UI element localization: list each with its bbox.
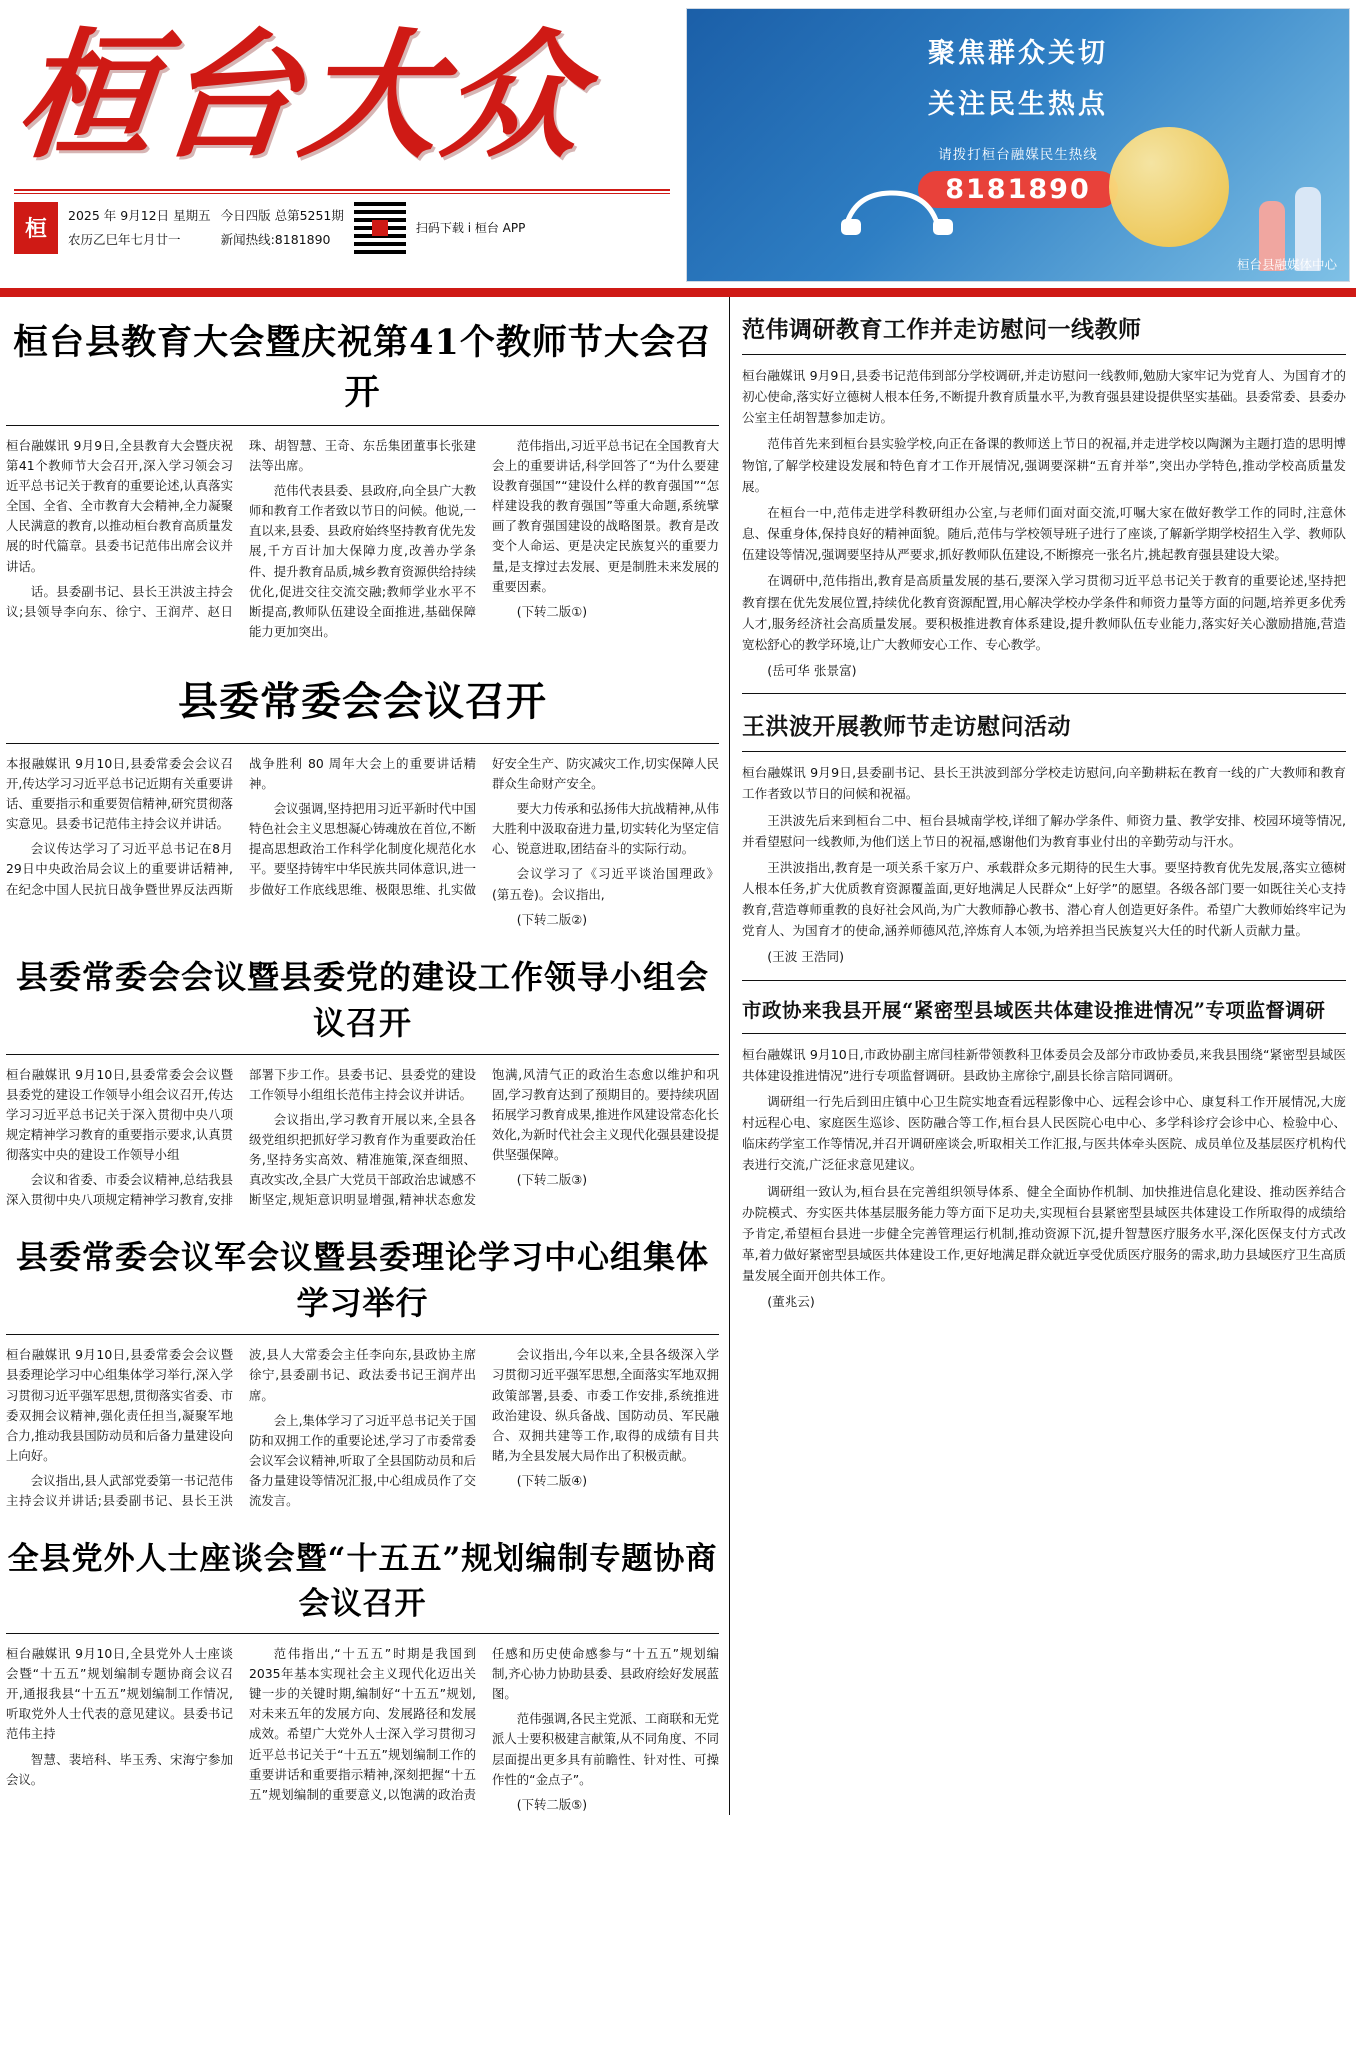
masthead	[0, 0, 1356, 284]
paragraph: 桓台融媒讯 9月10日,全县党外人士座谈会暨“十五五”规划编制专题协商会议召开,通报我县“十五五”规划编制工作情况,听取党外人士代表的意见建议。县委书记范伟主持	[6, 1646, 233, 1742]
article-body	[6, 1644, 719, 1815]
paragraph: 桓台融媒讯 9月9日,全县教育大会暨庆祝第41个教师节大会召开,深入学习领会习近平总书记关于教育的重要论述,认真落实全国、全省、全市教育大会精神,全力凝聚人民满意的教育,以推动桓台教育高质量发展的时代篇章。县委书记范伟出席会议并讲话。	[6, 438, 233, 574]
paragraph: 会议传达学习了习近平总书记在8月29日中央政治局会议上的重要讲话精神,在纪念中国人民抗日战争暨世界反法西斯战争胜利 80 周年大会上的重要讲话精神。	[6, 755, 476, 897]
divider	[742, 751, 1346, 752]
newspaper-title: 桓台大众	[9, 14, 595, 177]
divider	[742, 354, 1346, 355]
article-headline: 全县党外人士座谈会暨“十五五”规划编制专题协商会议召开	[7, 1541, 718, 1623]
paragraph: 范伟指出,“十五五”时期是我国到2035年基本实现社会主义现代化迈出关键一步的关键时期,编制好“十五五”规划,对未来五年的发展方向、发展路径和发展成效。希望广大党外人士深入学习贯彻习近平总书记关于“十五五”规划编制工作的重要讲话和重要指示精神,深刻把握“十五五”规划编制的重要意义,以饱满的政治责任感和历史使命感参与“十五五”规划编制,齐心协力协助县委、县政府绘好发展蓝图。	[249, 1646, 719, 1802]
paragraph: 会上,集体学习了习近平总书记关于国防和双拥工作的重要论述,学习了市委常委会议军会议精神,听取了全县国防动员和后备力量建设等情况汇报,中心组成员作了交流发言。	[249, 1412, 476, 1508]
article-body	[6, 754, 719, 930]
article-headline: 县委常委会会议召开	[178, 677, 547, 725]
ad-line-1: 聚焦群众关切	[928, 38, 1108, 69]
divider	[742, 693, 1346, 694]
divider	[6, 1334, 719, 1335]
ad-hotline-number: 8181890	[918, 171, 1118, 208]
jump-note[interactable]: (下转二版②)	[516, 911, 588, 927]
divider	[742, 1033, 1346, 1034]
article-body	[6, 1065, 719, 1211]
paragraph: 调研组一行先后到田庄镇中心卫生院实地查看远程影像中心、远程会诊中心、康复科工作开展情况,大庞村远程心电、家庭医生巡诊、医防融合等工作,桓台县人民医院心电中心、多学科诊疗会诊中心、检验中心、临床药学室工作等情况,并召开调研座谈会,听取相关工作汇报,与医共体牵头医院、成员单位及基层医疗机构代表进行交流,广泛征求意见建议。	[742, 1093, 1346, 1173]
qr-code-label: 扫码下载 i 桓台 APP	[415, 221, 526, 235]
paragraph: 话。县委副书记、县长王洪波主持会议;县领导李向东、徐宁、王润芹、赵日珠、胡智慧、王奇、东岳集团董事长张建法等出席。	[6, 438, 476, 619]
ad-hotline-label: 请拨打桓台融媒民生热线	[938, 147, 1098, 163]
paragraph: (下转二版③)	[516, 1172, 588, 1188]
masthead-info	[6, 194, 678, 254]
left-column	[6, 297, 730, 1815]
divider	[6, 425, 719, 426]
seal-icon: 桓	[14, 202, 58, 254]
byline: (董兆云)	[767, 1294, 815, 1310]
paragraph: 桓台融媒讯 9月10日,县委常委会会议暨县委理论学习中心组集体学习举行,深入学习贯彻习近平强军思想,贯彻落实省委、市委双拥会议精神,强化责任担当,凝聚军地合力,推动我县国防动员和后备力量建设向上向好。	[6, 1347, 233, 1463]
article-headline: 县委常委会议军会议暨县委理论学习中心组集体学习举行	[15, 1238, 709, 1323]
article-headline: 桓台县教育大会暨庆祝第41个教师节大会召开	[13, 322, 712, 413]
article-headline: 范伟调研教育工作并走访慰问一线教师	[742, 316, 1142, 343]
paragraph: 王洪波指出,教育是一项关系千家万户、承载群众多元期待的民生大事。要坚持教育优先发展,落实立德树人根本任务,扩大优质教育资源覆盖面,更好地满足人民群众“上好学”的愿望。各级各部门要一如既往关心支持教育,营造尊师重教的良好社会风尚,为广大教师静心教书、潜心育人创造更好条件。希望广大教师始终牢记为党育人、为国育才的使命,涵养师德风范,淬炼育人本领,为培养担当民族复兴大任的时代新人贡献力量。	[742, 859, 1346, 939]
article-headline: 市政协来我县开展“紧密型县域医共体建设推进情况”专项监督调研	[742, 998, 1326, 1022]
jump-note[interactable]: (下转二版①)	[516, 603, 588, 619]
article-education-conference	[6, 315, 719, 642]
divider	[6, 1054, 719, 1055]
paragraph: 范伟代表县委、县政府,向全县广大教师和教育工作者致以节日的问候。他说,一直以来,县委、县政府始终坚持教育优先发展,千方百计加大保障力度,改善办学条件、提升教育品质,城乡教育资源供给持续优化,促进交往交流交融;教师学业水平不断提高,教师队伍建设全面推进,基础保障能力更加突出。	[249, 483, 476, 639]
paragraph: 会议强调,坚持把用习近平新时代中国特色社会主义思想凝心铸魂放在首位,不断提高思想政治工作科学化制度化规范化水平。要坚持铸牢中华民族共同体意识,进一步做好工作底线思维、极限思维、扎实做好安全生产、防灾减灾工作,切实保障人民群众生命财产安全。	[249, 755, 719, 897]
paragraph: 范伟强调,各民主党派、工商联和无党派人士要积极建言献策,从不同角度、不同层面提出更多具有前瞻性、针对性、可操作性的“金点子”。	[492, 1711, 719, 1787]
decorative-circle	[1109, 127, 1229, 247]
jump-note[interactable]: (下转二版⑤)	[516, 1796, 588, 1812]
article-theory-study-group	[6, 1232, 719, 1511]
paragraph: 桓台融媒讯 9月10日,县委常委会会议暨县委党的建设工作领导小组会议召开,传达学习习近平总书记关于深入贯彻中央八项规定精神学习教育的重要指示要求,认真贯彻落实中央的建设工作领导小组	[6, 1066, 233, 1163]
masthead-left	[6, 4, 678, 254]
masthead-date-block	[68, 204, 211, 252]
news-hotline: 新闻热线:8181890	[220, 231, 331, 247]
paragraph: 调研组一致认为,桓台县在完善组织领导体系、健全全面协作机制、加快推进信息化建设、推动医养结合办院模式、夯实医共体基层服务能力等方面下足功夫,实现桓台县紧密型县域医共体建设工作所取得的成绩给予肯定,希望桓台县进一步健全完善管理运行机制,推动资源下沉,提升智慧医疗服务水平,深化医保支付方式改革,着力做好紧密型县域医共体建设工作,更好地满足群众就近享受优质医疗服务的需求,助力县域医疗卫生高质量发展全面开创共体工作。	[742, 1183, 1346, 1284]
divider	[742, 980, 1346, 981]
paragraph: 会议指出,县人武部党委第一书记范伟主持会议并讲话;县委副书记、县长王洪波,县人大常委会主任李向东,县政协主席徐宁,县委副书记、政法委书记王润芹出席。	[6, 1347, 476, 1508]
paragraph: 范伟首先来到桓台县实验学校,向正在备课的教师送上节日的祝福,并走进学校以陶渊为主题打造的思明博物馆,了解学校建设发展和特色育才工作开展情况,强调要深耕“五育并举”,突出办学特色,推动学校高质量发展。	[742, 436, 1346, 494]
masthead-advertisement[interactable]	[686, 8, 1350, 282]
article-wanghongbo-visit	[742, 708, 1346, 967]
paragraph: 在桓台一中,范伟走进学科教研组办公室,与老师们面对面交流,叮嘱大家在做好教学工作的同时,注意休息、保重身体,保持良好的精神面貌。随后,范伟与学校领导班子进行了座谈,了解新学期学校招生入学、教师队伍建设等情况,强调要坚持从严要求,抓好教师队伍建设,不断擦亮一张名片,挑起教育强县建设大梁。	[742, 504, 1346, 563]
article-headline: 王洪波开展教师节走访慰问活动	[742, 713, 1071, 741]
paragraph: 会议和省委、市委会议精神,总结我县深入贯彻中央八项规定精神学习教育,安排部署下步工作。县委书记、县委党的建设工作领导小组组长范伟主持会议并讲话。	[6, 1066, 476, 1208]
byline: (王波 王浩同)	[767, 949, 844, 965]
jump-note[interactable]: (下转二版④)	[516, 1472, 588, 1488]
masthead-rule-top	[14, 189, 670, 191]
paragraph: 在调研中,范伟指出,教育是高质量发展的基石,要深入学习贯彻习近平总书记关于教育的重要论述,坚持把教育摆在优先发展位置,持续优化教育资源配置,用心解决学校办学条件和师资力量等方面的问题,培养更多优秀人才,服务经济社会高质量发展。要积极推进教育体系建设,提升教师队伍专业能力,落实好关心激励措施,营造宽松舒心的教学环境,让广大教师安心工作、专心教学。	[742, 573, 1346, 652]
ad-line-2: 关注民生热点	[928, 89, 1108, 120]
divider	[6, 743, 719, 744]
paragraph: 要大力传承和弘扬伟大抗战精神,从伟大胜利中汲取奋进力量,切实转化为坚定信心、锐意进取,团结奋斗的实际行动。	[492, 801, 719, 857]
paragraph: 会议指出,学习教育开展以来,全县各级党组织把抓好学习教育作为重要政治任务,坚持务实高效、精准施策,深查细照、真改实改,全县广大党员干部政治忠诚感不断坚定,规矩意识明显增强,精神状态愈发饱满,风清气正的政治生态愈以维护和巩固,学习教育达到了预期目的。要持续巩固拓展学习教育成果,推进作风建设常态化长效化,为新时代社会主义现代化强县建设提供坚强保障。	[249, 1066, 719, 1208]
masthead-issue-block	[221, 204, 344, 252]
divider	[6, 1633, 719, 1634]
paragraph: 桓台融媒讯 9月10日,市政协副主席闫桂新带领教科卫体委员会及部分市政协委员,来我县围绕“紧密型县域医共体建设推进情况”进行专项监督调研。县政协主席徐宁,副县长徐言陪同调研。	[742, 1046, 1346, 1083]
ad-text-block	[687, 9, 1349, 208]
article-party-building	[6, 952, 719, 1211]
article-cppcc-supervision	[742, 995, 1346, 1313]
publish-date: 2025 年 9月12日 星期五	[68, 207, 211, 223]
paragraph: 本报融媒讯 9月10日,县委常委会会议召开,传达学习习近平总书记近期有关重要讲话、重要指示和重要贺信精神,研究贯彻落实意见。县委书记范伟主持会议并讲话。	[6, 755, 233, 832]
article-body	[6, 1345, 719, 1511]
lunar-date: 农历乙巳年七月廿一	[68, 231, 181, 247]
paragraph: 范伟指出,习近平总书记在全国教育大会上的重要讲话,科学回答了“为什么要建设教育强国”“建设什么样的教育强国”“怎样建设我的教育强国”等重大命题,系统擘画了教育强国建设的战略图景。教育是改变个人命运、更是决定民族复兴的重要力量,是支撑过去发展、更是制胜未来发展的重要因素。	[492, 438, 719, 594]
article-body	[6, 436, 719, 642]
article-standing-committee	[6, 670, 719, 930]
paragraph: 王洪波先后来到桓台二中、桓台县城南学校,详细了解办学条件、师资力量、教学安排、校园环境等情况,并看望慰问一线教师,为他们送上节日的祝福,感谢他们为教育事业付出的辛勤劳动与汗水。	[742, 812, 1346, 849]
issue-number: 今日四版 总第5251期	[220, 207, 344, 223]
paragraph: 智慧、裴培科、毕玉秀、宋海宁参加会议。	[6, 1751, 233, 1787]
ad-footer: 桓台县融媒体中心	[1236, 257, 1337, 272]
page-content	[0, 297, 1356, 1815]
qr-code-icon[interactable]	[354, 202, 406, 254]
article-headline: 县委常委会会议暨县委党的建设工作领导小组会议召开	[15, 957, 709, 1042]
paragraph: 会议学习了《习近平谈治国理政》(第五卷)。会议指出,	[492, 866, 719, 902]
article-non-party-symposium	[6, 1533, 719, 1815]
paragraph: 桓台融媒讯 9月9日,县委书记范伟到部分学校调研,并走访慰问一线教师,勉励大家牢记为党育人、为国育才的初心使命,落实好立德树人根本任务,不断提升教育质量水平,为教育强县建设提供坚实基础。县委常委、县委办公室主任胡智慧参加走访。	[742, 368, 1346, 426]
right-column	[730, 297, 1346, 1815]
article-fanwei-research	[742, 311, 1346, 681]
telephone-icon	[837, 183, 967, 243]
red-divider-bar	[0, 288, 1356, 297]
paragraph: 桓台融媒讯 9月9日,县委副书记、县长王洪波到部分学校走访慰问,向辛勤耕耘在教育一线的广大教师和教育工作者致以节日的问候和祝福。	[742, 765, 1346, 802]
byline: (岳可华 张景富)	[767, 663, 857, 679]
paragraph: 会议指出,今年以来,全县各级深入学习贯彻习近平强军思想,全面落实军地双拥政策部署,县委、市委工作安排,系统推进政治建设、纵兵备战、国防动员、军民融合、双拥共建等工作,取得的成绩有目共睹,为全县发展大局作出了积极贡献。	[492, 1347, 719, 1463]
